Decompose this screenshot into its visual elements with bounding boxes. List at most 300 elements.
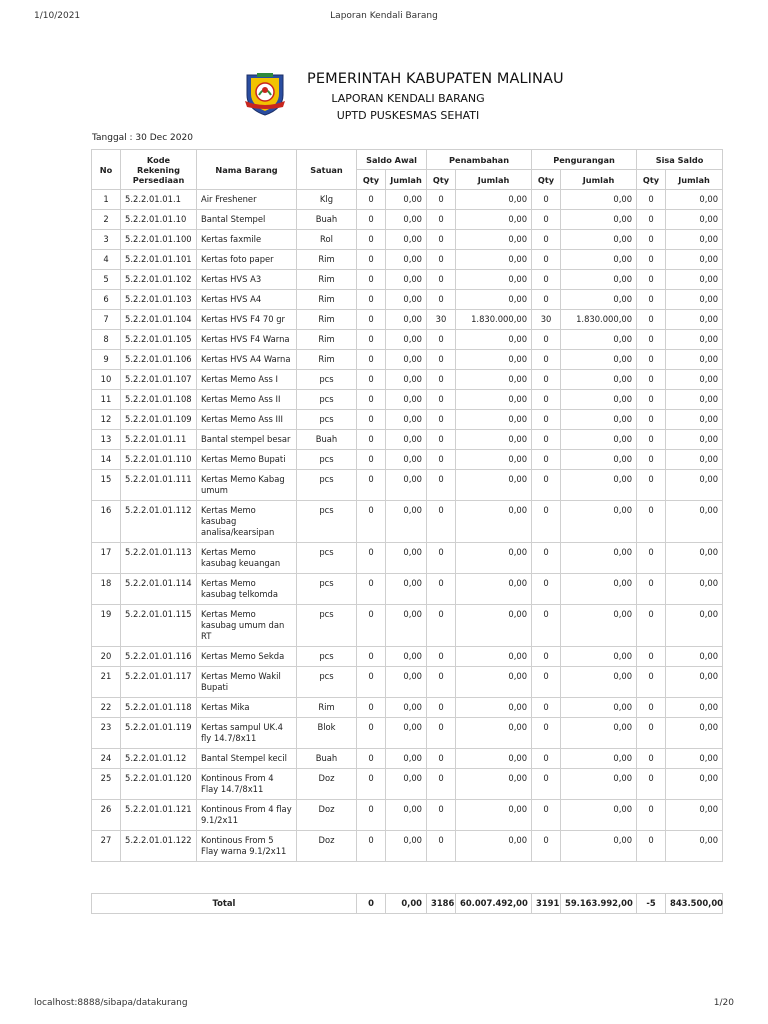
table-row xyxy=(92,230,723,250)
row-no: 4 xyxy=(92,250,121,270)
pengurangan-qty: 0 xyxy=(532,190,561,210)
row-satuan: pcs xyxy=(297,370,357,390)
row-no: 23 xyxy=(92,718,121,749)
saldo-awal-qty: 0 xyxy=(357,543,386,574)
header-jumlah: Jumlah xyxy=(561,170,637,190)
row-satuan: Rim xyxy=(297,290,357,310)
row-kode: 5.2.2.01.01.120 xyxy=(121,769,197,800)
row-no: 13 xyxy=(92,430,121,450)
pengurangan-jumlah: 0,00 xyxy=(561,230,637,250)
row-nama: Kertas HVS A3 xyxy=(197,270,297,290)
total-saldo-jumlah: 0,00 xyxy=(386,894,427,914)
sisa-saldo-jumlah: 0,00 xyxy=(666,450,723,470)
table-row xyxy=(92,450,723,470)
row-nama: Kertas Memo Kabag umum xyxy=(197,470,297,501)
row-kode: 5.2.2.01.01.118 xyxy=(121,698,197,718)
sisa-saldo-jumlah: 0,00 xyxy=(666,831,723,862)
sisa-saldo-jumlah: 0,00 xyxy=(666,501,723,543)
penambahan-jumlah: 0,00 xyxy=(456,605,532,647)
sisa-saldo-jumlah: 0,00 xyxy=(666,543,723,574)
pengurangan-jumlah: 0,00 xyxy=(561,647,637,667)
sisa-saldo-jumlah: 0,00 xyxy=(666,270,723,290)
row-kode: 5.2.2.01.01.110 xyxy=(121,450,197,470)
row-nama: Kertas Memo Wakil Bupati xyxy=(197,667,297,698)
sisa-saldo-qty: 0 xyxy=(637,330,666,350)
row-satuan: pcs xyxy=(297,450,357,470)
penambahan-qty: 0 xyxy=(427,230,456,250)
pengurangan-qty: 0 xyxy=(532,800,561,831)
row-kode: 5.2.2.01.01.117 xyxy=(121,667,197,698)
penambahan-qty: 0 xyxy=(427,605,456,647)
pengurangan-jumlah: 0,00 xyxy=(561,698,637,718)
sisa-saldo-jumlah: 0,00 xyxy=(666,190,723,210)
print-title: Laporan Kendali Barang xyxy=(330,11,438,21)
saldo-awal-qty: 0 xyxy=(357,430,386,450)
saldo-awal-qty: 0 xyxy=(357,749,386,769)
row-no: 26 xyxy=(92,800,121,831)
pengurangan-jumlah: 0,00 xyxy=(561,543,637,574)
pengurangan-qty: 0 xyxy=(532,769,561,800)
row-kode: 5.2.2.01.01.11 xyxy=(121,430,197,450)
sisa-saldo-qty: 0 xyxy=(637,190,666,210)
sisa-saldo-jumlah: 0,00 xyxy=(666,769,723,800)
pengurangan-qty: 0 xyxy=(532,667,561,698)
pengurangan-jumlah: 0,00 xyxy=(561,800,637,831)
header-qty: Qty xyxy=(532,170,561,190)
saldo-awal-jumlah: 0,00 xyxy=(386,470,427,501)
pengurangan-jumlah: 0,00 xyxy=(561,210,637,230)
table-row xyxy=(92,250,723,270)
pengurangan-jumlah: 0,00 xyxy=(561,470,637,501)
row-nama: Kertas HVS F4 70 gr xyxy=(197,310,297,330)
sisa-saldo-qty: 0 xyxy=(637,647,666,667)
row-nama: Kertas HVS A4 Warna xyxy=(197,350,297,370)
penambahan-jumlah: 1.830.000,00 xyxy=(456,310,532,330)
table-row xyxy=(92,290,723,310)
pengurangan-qty: 0 xyxy=(532,470,561,501)
header-qty: Qty xyxy=(637,170,666,190)
sisa-saldo-jumlah: 0,00 xyxy=(666,574,723,605)
row-kode: 5.2.2.01.01.114 xyxy=(121,574,197,605)
penambahan-jumlah: 0,00 xyxy=(456,330,532,350)
pengurangan-jumlah: 0,00 xyxy=(561,270,637,290)
row-kode: 5.2.2.01.01.119 xyxy=(121,718,197,749)
penambahan-qty: 0 xyxy=(427,831,456,862)
saldo-awal-qty: 0 xyxy=(357,370,386,390)
row-satuan: Rim xyxy=(297,350,357,370)
table-body xyxy=(92,190,723,862)
row-no: 10 xyxy=(92,370,121,390)
saldo-awal-qty: 0 xyxy=(357,800,386,831)
row-nama: Kertas Memo Ass III xyxy=(197,410,297,430)
saldo-awal-qty: 0 xyxy=(357,390,386,410)
row-nama: Kertas Memo Ass I xyxy=(197,370,297,390)
row-kode: 5.2.2.01.01.103 xyxy=(121,290,197,310)
penambahan-qty: 0 xyxy=(427,574,456,605)
pengurangan-qty: 0 xyxy=(532,647,561,667)
sisa-saldo-jumlah: 0,00 xyxy=(666,390,723,410)
saldo-awal-jumlah: 0,00 xyxy=(386,350,427,370)
sisa-saldo-qty: 0 xyxy=(637,350,666,370)
penambahan-jumlah: 0,00 xyxy=(456,543,532,574)
row-no: 7 xyxy=(92,310,121,330)
total-pengurangan-jumlah: 59.163.992,00 xyxy=(561,894,637,914)
table-row xyxy=(92,430,723,450)
row-nama: Kertas HVS A4 xyxy=(197,290,297,310)
saldo-awal-jumlah: 0,00 xyxy=(386,769,427,800)
header-qty: Qty xyxy=(357,170,386,190)
penambahan-jumlah: 0,00 xyxy=(456,350,532,370)
penambahan-qty: 0 xyxy=(427,350,456,370)
sisa-saldo-jumlah: 0,00 xyxy=(666,667,723,698)
table-row xyxy=(92,543,723,574)
pengurangan-jumlah: 0,00 xyxy=(561,390,637,410)
row-kode: 5.2.2.01.01.109 xyxy=(121,410,197,430)
saldo-awal-jumlah: 0,00 xyxy=(386,410,427,430)
saldo-awal-qty: 0 xyxy=(357,250,386,270)
sisa-saldo-jumlah: 0,00 xyxy=(666,250,723,270)
pengurangan-jumlah: 0,00 xyxy=(561,501,637,543)
pengurangan-qty: 0 xyxy=(532,831,561,862)
saldo-awal-jumlah: 0,00 xyxy=(386,310,427,330)
row-no: 15 xyxy=(92,470,121,501)
sisa-saldo-jumlah: 0,00 xyxy=(666,210,723,230)
penambahan-jumlah: 0,00 xyxy=(456,831,532,862)
penambahan-jumlah: 0,00 xyxy=(456,769,532,800)
pengurangan-qty: 0 xyxy=(532,718,561,749)
sisa-saldo-jumlah: 0,00 xyxy=(666,370,723,390)
saldo-awal-jumlah: 0,00 xyxy=(386,450,427,470)
table-row xyxy=(92,501,723,543)
row-satuan: pcs xyxy=(297,574,357,605)
sisa-saldo-qty: 0 xyxy=(637,270,666,290)
saldo-awal-qty: 0 xyxy=(357,574,386,605)
pengurangan-jumlah: 0,00 xyxy=(561,290,637,310)
print-date: 1/10/2021 xyxy=(34,11,81,21)
saldo-awal-jumlah: 0,00 xyxy=(386,800,427,831)
table-row xyxy=(92,831,723,862)
row-satuan: pcs xyxy=(297,501,357,543)
saldo-awal-jumlah: 0,00 xyxy=(386,667,427,698)
table-row xyxy=(92,330,723,350)
report-date: Tanggal : 30 Dec 2020 xyxy=(92,133,193,143)
sisa-saldo-jumlah: 0,00 xyxy=(666,350,723,370)
row-nama: Kertas Memo kasubag analisa/kearsipan xyxy=(197,501,297,543)
row-satuan: Rim xyxy=(297,698,357,718)
penambahan-qty: 0 xyxy=(427,210,456,230)
sisa-saldo-qty: 0 xyxy=(637,430,666,450)
saldo-awal-qty: 0 xyxy=(357,350,386,370)
pengurangan-qty: 0 xyxy=(532,749,561,769)
saldo-awal-qty: 0 xyxy=(357,647,386,667)
penambahan-jumlah: 0,00 xyxy=(456,250,532,270)
pengurangan-jumlah: 0,00 xyxy=(561,350,637,370)
penambahan-qty: 0 xyxy=(427,450,456,470)
row-kode: 5.2.2.01.01.1 xyxy=(121,190,197,210)
saldo-awal-jumlah: 0,00 xyxy=(386,190,427,210)
penambahan-qty: 0 xyxy=(427,190,456,210)
sisa-saldo-jumlah: 0,00 xyxy=(666,310,723,330)
sisa-saldo-qty: 0 xyxy=(637,210,666,230)
pengurangan-jumlah: 0,00 xyxy=(561,430,637,450)
total-saldo-qty: 0 xyxy=(357,894,386,914)
page-number: 1/20 xyxy=(713,998,734,1008)
row-satuan: Rim xyxy=(297,270,357,290)
inventory-table xyxy=(91,149,723,862)
table-row xyxy=(92,698,723,718)
row-nama: Kertas faxmile xyxy=(197,230,297,250)
table-row xyxy=(92,769,723,800)
header-nama: Nama Barang xyxy=(197,150,297,190)
row-satuan: Klg xyxy=(297,190,357,210)
sisa-saldo-qty: 0 xyxy=(637,450,666,470)
saldo-awal-jumlah: 0,00 xyxy=(386,749,427,769)
row-no: 17 xyxy=(92,543,121,574)
penambahan-qty: 30 xyxy=(427,310,456,330)
penambahan-qty: 0 xyxy=(427,370,456,390)
pengurangan-jumlah: 0,00 xyxy=(561,667,637,698)
penambahan-qty: 0 xyxy=(427,749,456,769)
penambahan-jumlah: 0,00 xyxy=(456,190,532,210)
total-row xyxy=(92,894,723,914)
pengurangan-qty: 0 xyxy=(532,270,561,290)
pengurangan-jumlah: 0,00 xyxy=(561,410,637,430)
row-kode: 5.2.2.01.01.100 xyxy=(121,230,197,250)
pengurangan-qty: 30 xyxy=(532,310,561,330)
total-label: Total xyxy=(92,894,357,914)
saldo-awal-jumlah: 0,00 xyxy=(386,718,427,749)
header-penambahan: Penambahan xyxy=(427,150,532,170)
table-row xyxy=(92,350,723,370)
table-row xyxy=(92,210,723,230)
unit-name: UPTD PUSKESMAS SEHATI xyxy=(336,109,480,122)
pengurangan-qty: 0 xyxy=(532,698,561,718)
row-kode: 5.2.2.01.01.116 xyxy=(121,647,197,667)
table-row xyxy=(92,718,723,749)
print-url: localhost:8888/sibapa/datakurang xyxy=(34,998,188,1008)
sisa-saldo-qty: 0 xyxy=(637,310,666,330)
pengurangan-jumlah: 0,00 xyxy=(561,330,637,350)
saldo-awal-jumlah: 0,00 xyxy=(386,270,427,290)
saldo-awal-qty: 0 xyxy=(357,210,386,230)
row-satuan: Doz xyxy=(297,769,357,800)
row-no: 3 xyxy=(92,230,121,250)
table-row xyxy=(92,574,723,605)
pengurangan-qty: 0 xyxy=(532,370,561,390)
table-row xyxy=(92,605,723,647)
saldo-awal-qty: 0 xyxy=(357,230,386,250)
penambahan-qty: 0 xyxy=(427,647,456,667)
sisa-saldo-jumlah: 0,00 xyxy=(666,718,723,749)
row-kode: 5.2.2.01.01.101 xyxy=(121,250,197,270)
header-no: No xyxy=(92,150,121,190)
row-nama: Kontinous From 5 Flay warna 9.1/2x11 xyxy=(197,831,297,862)
report-title: LAPORAN KENDALI BARANG xyxy=(331,92,485,105)
pengurangan-qty: 0 xyxy=(532,390,561,410)
penambahan-qty: 0 xyxy=(427,769,456,800)
row-satuan: pcs xyxy=(297,647,357,667)
pengurangan-jumlah: 0,00 xyxy=(561,370,637,390)
sisa-saldo-qty: 0 xyxy=(637,698,666,718)
penambahan-jumlah: 0,00 xyxy=(456,667,532,698)
row-no: 5 xyxy=(92,270,121,290)
saldo-awal-qty: 0 xyxy=(357,667,386,698)
saldo-awal-qty: 0 xyxy=(357,450,386,470)
penambahan-jumlah: 0,00 xyxy=(456,574,532,605)
penambahan-qty: 0 xyxy=(427,718,456,749)
penambahan-qty: 0 xyxy=(427,250,456,270)
table-row xyxy=(92,190,723,210)
saldo-awal-jumlah: 0,00 xyxy=(386,370,427,390)
pengurangan-jumlah: 0,00 xyxy=(561,718,637,749)
row-kode: 5.2.2.01.01.112 xyxy=(121,501,197,543)
row-no: 24 xyxy=(92,749,121,769)
penambahan-jumlah: 0,00 xyxy=(456,470,532,501)
row-satuan: pcs xyxy=(297,470,357,501)
saldo-awal-qty: 0 xyxy=(357,501,386,543)
header-satuan: Satuan xyxy=(297,150,357,190)
sisa-saldo-qty: 0 xyxy=(637,410,666,430)
penambahan-qty: 0 xyxy=(427,410,456,430)
row-satuan: pcs xyxy=(297,390,357,410)
penambahan-qty: 0 xyxy=(427,330,456,350)
row-kode: 5.2.2.01.01.121 xyxy=(121,800,197,831)
pengurangan-jumlah: 0,00 xyxy=(561,749,637,769)
pengurangan-qty: 0 xyxy=(532,210,561,230)
saldo-awal-jumlah: 0,00 xyxy=(386,390,427,410)
penambahan-jumlah: 0,00 xyxy=(456,647,532,667)
row-kode: 5.2.2.01.01.122 xyxy=(121,831,197,862)
row-no: 19 xyxy=(92,605,121,647)
row-kode: 5.2.2.01.01.12 xyxy=(121,749,197,769)
penambahan-qty: 0 xyxy=(427,270,456,290)
sisa-saldo-jumlah: 0,00 xyxy=(666,605,723,647)
pengurangan-qty: 0 xyxy=(532,605,561,647)
pengurangan-qty: 0 xyxy=(532,410,561,430)
sisa-saldo-jumlah: 0,00 xyxy=(666,230,723,250)
saldo-awal-qty: 0 xyxy=(357,270,386,290)
sisa-saldo-qty: 0 xyxy=(637,370,666,390)
penambahan-qty: 0 xyxy=(427,470,456,501)
table-row xyxy=(92,270,723,290)
sisa-saldo-jumlah: 0,00 xyxy=(666,698,723,718)
saldo-awal-jumlah: 0,00 xyxy=(386,430,427,450)
row-kode: 5.2.2.01.01.111 xyxy=(121,470,197,501)
row-satuan: Rim xyxy=(297,310,357,330)
row-kode: 5.2.2.01.01.105 xyxy=(121,330,197,350)
saldo-awal-jumlah: 0,00 xyxy=(386,290,427,310)
penambahan-jumlah: 0,00 xyxy=(456,270,532,290)
penambahan-qty: 0 xyxy=(427,800,456,831)
pengurangan-qty: 0 xyxy=(532,574,561,605)
header-jumlah: Jumlah xyxy=(666,170,723,190)
sisa-saldo-qty: 0 xyxy=(637,230,666,250)
row-no: 22 xyxy=(92,698,121,718)
row-no: 1 xyxy=(92,190,121,210)
row-no: 11 xyxy=(92,390,121,410)
table-row xyxy=(92,749,723,769)
penambahan-jumlah: 0,00 xyxy=(456,800,532,831)
sisa-saldo-jumlah: 0,00 xyxy=(666,749,723,769)
saldo-awal-qty: 0 xyxy=(357,605,386,647)
saldo-awal-jumlah: 0,00 xyxy=(386,230,427,250)
sisa-saldo-qty: 0 xyxy=(637,605,666,647)
row-no: 6 xyxy=(92,290,121,310)
row-nama: Bantal Stempel kecil xyxy=(197,749,297,769)
saldo-awal-jumlah: 0,00 xyxy=(386,330,427,350)
penambahan-jumlah: 0,00 xyxy=(456,210,532,230)
pengurangan-jumlah: 1.830.000,00 xyxy=(561,310,637,330)
row-nama: Kertas Mika xyxy=(197,698,297,718)
saldo-awal-qty: 0 xyxy=(357,190,386,210)
row-kode: 5.2.2.01.01.102 xyxy=(121,270,197,290)
row-satuan: Buah xyxy=(297,749,357,769)
row-kode: 5.2.2.01.01.106 xyxy=(121,350,197,370)
penambahan-jumlah: 0,00 xyxy=(456,230,532,250)
row-nama: Kertas Memo kasubag keuangan xyxy=(197,543,297,574)
row-satuan: Rim xyxy=(297,250,357,270)
row-satuan: pcs xyxy=(297,543,357,574)
sisa-saldo-jumlah: 0,00 xyxy=(666,647,723,667)
saldo-awal-qty: 0 xyxy=(357,718,386,749)
sisa-saldo-qty: 0 xyxy=(637,290,666,310)
saldo-awal-jumlah: 0,00 xyxy=(386,831,427,862)
row-satuan: pcs xyxy=(297,410,357,430)
total-pengurangan-qty: 3191 xyxy=(532,894,561,914)
organization-name: PEMERINTAH KABUPATEN MALINAU xyxy=(307,71,564,87)
row-no: 21 xyxy=(92,667,121,698)
row-satuan: Rim xyxy=(297,330,357,350)
table-row xyxy=(92,470,723,501)
saldo-awal-jumlah: 0,00 xyxy=(386,210,427,230)
saldo-awal-qty: 0 xyxy=(357,290,386,310)
header-pengurangan: Pengurangan xyxy=(532,150,637,170)
row-nama: Kertas Memo kasubag umum dan RT xyxy=(197,605,297,647)
saldo-awal-qty: 0 xyxy=(357,698,386,718)
row-nama: Kertas Memo Bupati xyxy=(197,450,297,470)
header-sisa-saldo: Sisa Saldo xyxy=(637,150,723,170)
row-nama: Kertas Memo Sekda xyxy=(197,647,297,667)
penambahan-jumlah: 0,00 xyxy=(456,430,532,450)
sisa-saldo-qty: 0 xyxy=(637,769,666,800)
penambahan-qty: 0 xyxy=(427,698,456,718)
penambahan-jumlah: 0,00 xyxy=(456,370,532,390)
sisa-saldo-jumlah: 0,00 xyxy=(666,290,723,310)
row-no: 9 xyxy=(92,350,121,370)
row-nama: Kertas HVS F4 Warna xyxy=(197,330,297,350)
header-saldo-awal: Saldo Awal xyxy=(357,150,427,170)
pengurangan-qty: 0 xyxy=(532,330,561,350)
total-penambahan-jumlah: 60.007.492,00 xyxy=(456,894,532,914)
pengurangan-qty: 0 xyxy=(532,430,561,450)
sisa-saldo-jumlah: 0,00 xyxy=(666,800,723,831)
pengurangan-qty: 0 xyxy=(532,250,561,270)
penambahan-qty: 0 xyxy=(427,390,456,410)
pengurangan-jumlah: 0,00 xyxy=(561,190,637,210)
row-satuan: pcs xyxy=(297,667,357,698)
penambahan-jumlah: 0,00 xyxy=(456,290,532,310)
row-satuan: Buah xyxy=(297,210,357,230)
penambahan-jumlah: 0,00 xyxy=(456,501,532,543)
penambahan-jumlah: 0,00 xyxy=(456,390,532,410)
row-nama: Kertas sampul UK.4 fly 14.7/8x11 xyxy=(197,718,297,749)
header-qty: Qty xyxy=(427,170,456,190)
sisa-saldo-qty: 0 xyxy=(637,470,666,501)
sisa-saldo-qty: 0 xyxy=(637,749,666,769)
saldo-awal-jumlah: 0,00 xyxy=(386,543,427,574)
table-header xyxy=(92,150,723,190)
sisa-saldo-qty: 0 xyxy=(637,800,666,831)
